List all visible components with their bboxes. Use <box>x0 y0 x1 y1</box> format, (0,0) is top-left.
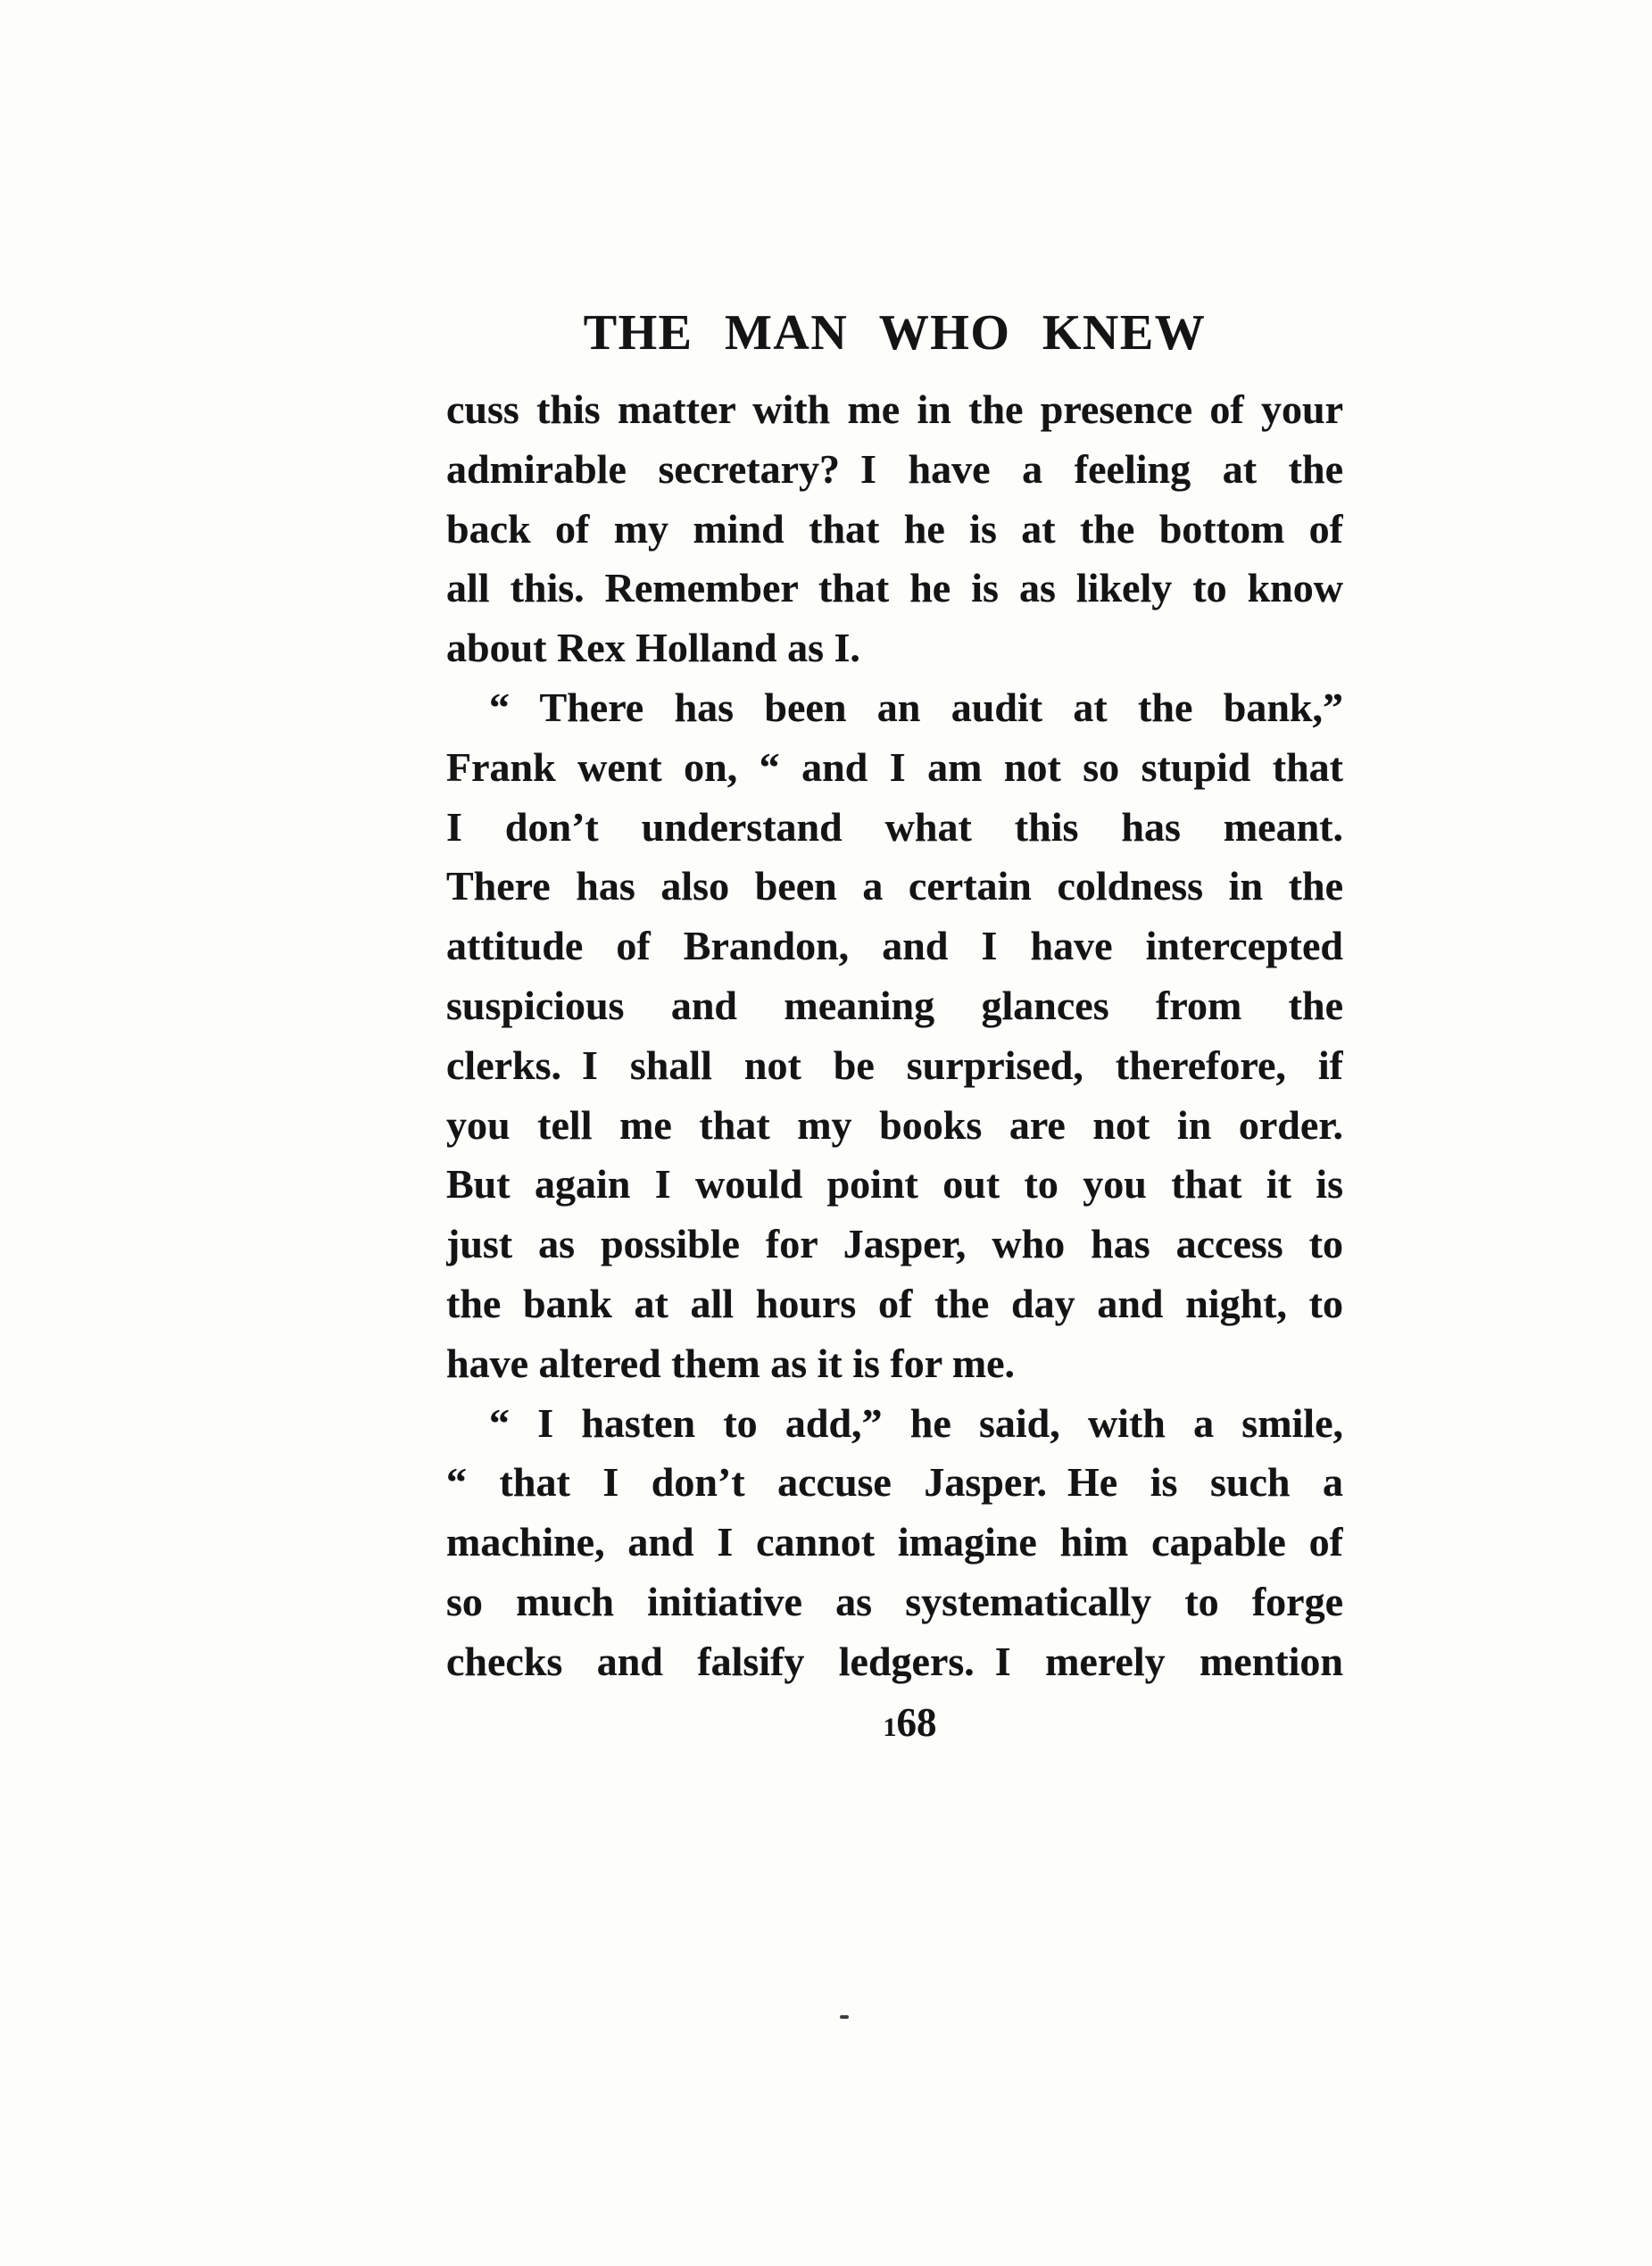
page-number-oldstyle-digit: 1 <box>883 1713 897 1742</box>
text-line: the bank at all hours of the day and night, to <box>446 1280 1343 1326</box>
page-number <box>446 1693 1343 1758</box>
text-line: I don’t understand what this has meant. <box>446 803 1343 850</box>
text-line: admirable secretary? I have a feeling at the <box>446 445 1343 492</box>
running-head-title: THE MAN WHO KNEW <box>583 305 1207 361</box>
page-number-rest: 68 <box>896 1700 937 1745</box>
text-line: all this. Remember that he is as likely to know <box>446 565 1343 611</box>
ink-speck-artifact <box>840 2015 849 2019</box>
text-line: checks and falsify ledgers. I merely mention <box>446 1638 1343 1684</box>
text-line: But again I would point out to you that it is <box>446 1161 1343 1208</box>
text-line: so much initiative as systematically to forge <box>446 1578 1343 1624</box>
body-text-block <box>446 380 1343 1692</box>
text-line-paragraph-start: “ There has been an audit at the bank,” <box>489 684 1343 730</box>
text-line: “ that I don’t accuse Jasper. He is such a <box>446 1459 1343 1506</box>
text-line-paragraph-end: about Rex Holland as I. <box>446 625 860 671</box>
text-line: cuss this matter with me in the presence of your <box>446 386 1343 432</box>
text-line: back of my mind that he is at the bottom of <box>446 505 1343 552</box>
text-line-paragraph-start: “ I hasten to add,” he said, with a smile, <box>489 1399 1343 1446</box>
text-line: just as possible for Jasper, who has access to <box>446 1221 1343 1267</box>
text-line: clerks. I shall not be surprised, therefore, if <box>446 1042 1343 1088</box>
text-line: Frank went on, “ and I am not so stupid that <box>446 743 1343 790</box>
text-line: suspicious and meaning glances from the <box>446 982 1343 1028</box>
text-line: machine, and I cannot imagine him capable of <box>446 1519 1343 1565</box>
text-line-paragraph-end: have altered them as it is for me. <box>446 1340 1016 1386</box>
text-line: There has also been a certain coldness in the <box>446 863 1343 909</box>
text-line: attitude of Brandon, and I have intercepted <box>446 923 1343 969</box>
text-line: you tell me that my books are not in order. <box>446 1101 1343 1148</box>
